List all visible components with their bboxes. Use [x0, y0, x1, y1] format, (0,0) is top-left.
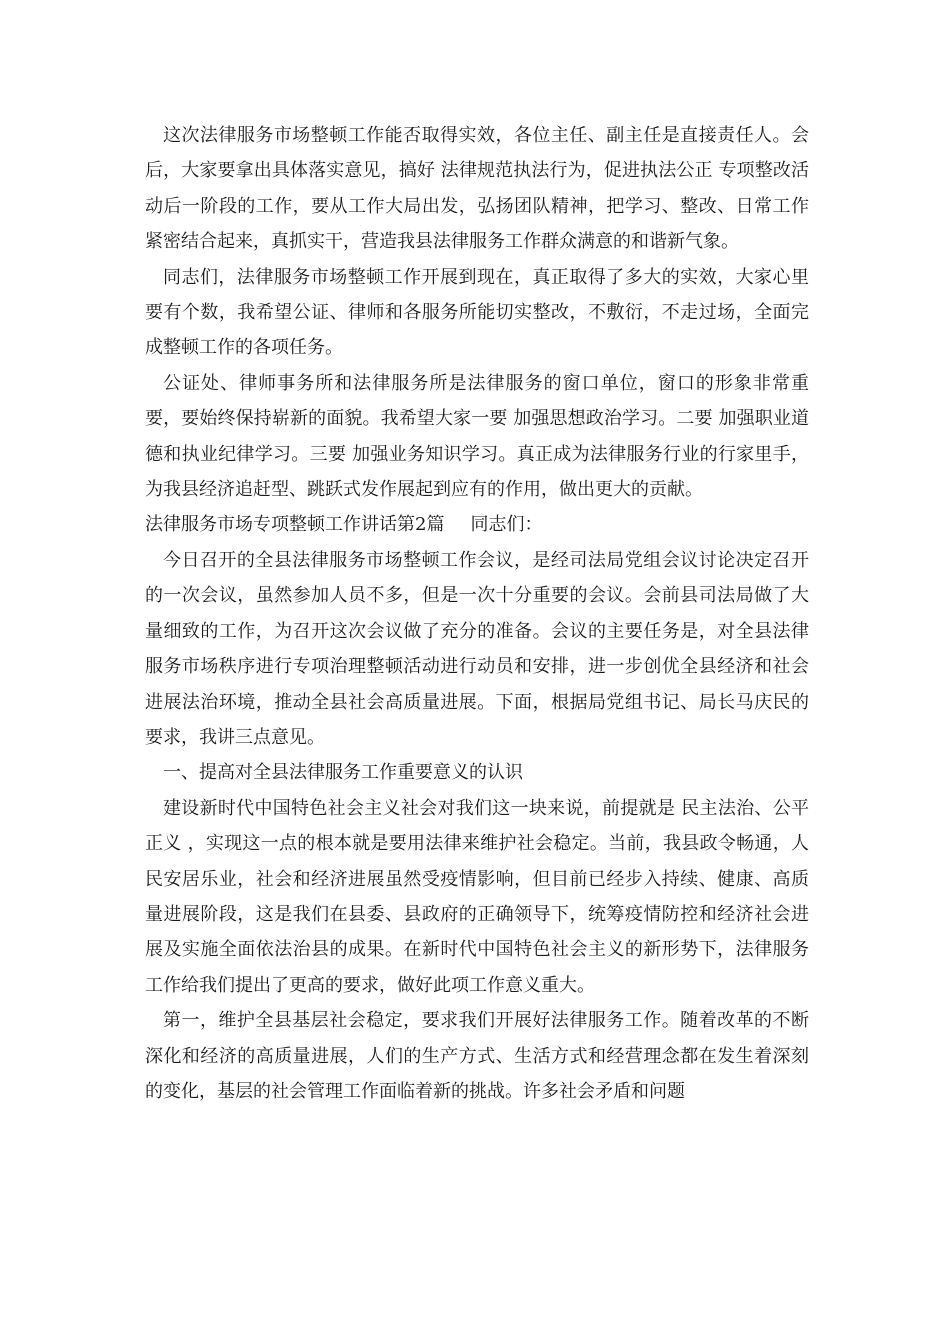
- paragraph: 公证处、律师事务所和法律服务所是法律服务的窗口单位，窗口的形象非常重要，要始终保持崭新的面貌。我希望大家一要 加强思想政治学习。二要 加强职业道德和执业纪律学习。三要 加强业务知识学习。真正成为法律服务行业的行家里手，为我县经济追赶型、跳跃式发作展起到应有的作用，做出更大的贡献。: [145, 372, 809, 501]
- section-salutation: 同志们：: [470, 514, 543, 536]
- section-title: 法律服务市场专项整顿工作讲话第2篇: [145, 514, 445, 536]
- document-body: [145, 118, 809, 1109]
- paragraph: 这次法律服务市场整顿工作能否取得实效，各位主任、副主任是直接责任人。会后，大家要拿出具体落实意见，搞好 法律规范执法行为，促进执法公正 专项整改活动后一阶段的工作，要从工作大局出发，弘扬团队精神，把学习、整改、日常工作紧密结合起来，真抓实干，营造我县法律服务工作群众满意的和谐新气象。: [145, 125, 809, 253]
- subsection-heading: 一、提高对全县法律服务工作重要意义的认识: [163, 762, 523, 784]
- section-heading: [145, 507, 809, 542]
- paragraph: 第一，维护全县基层社会稳定，要求我们开展好法律服务工作。随着改革的不断深化和经济的高质量进展，人们的生产方式、生活方式和经营理念都在发生着深刻的变化，基层的社会管理工作面临着新的挑战。许多社会矛盾和问题: [145, 1010, 809, 1102]
- paragraph: 同志们，法律服务市场整顿工作开展到现在，真正取得了多大的实效，大家心里要有个数，我希望公证、律师和各服务所能切实整改，不敷衍，不走过场，全面完成整顿工作的各项任务。: [145, 266, 809, 359]
- paragraph: 建设新时代中国特色社会主义社会对我们这一块来说，前提就是 民主法治、公平正义 ，实现这一点的根本就是要用法律来维护社会稳定。当前，我县政令畅通，人民安居乐业，社会和经济进展虽然受疫情影响，但目前已经步入持续、健康、高质量进展阶段，这是我们在县委、县政府的正确领导下，统筹疫情防控和经济社会进展及实施全面依法治县的成果。在新时代中国特色社会主义的新形势下，法律服务工作给我们提出了更高的要求，做好此项工作意义重大。: [145, 797, 809, 996]
- paragraph: 今日召开的全县法律服务市场整顿工作会议，是经司法局党组会议讨论决定召开的一次会议，虽然参加人员不多，但是一次十分重要的会议。会前县司法局做了大量细致的工作，为召开这次会议做了充分的准备。会议的主要任务是，对全县法律服务市场秩序进行专项治理整顿活动进行动员和安排，进一步创优全县经济和社会进展法治环境，推动全县社会高质量进展。下面，根据局党组书记、局长马庆民的要求，我讲三点意见。: [145, 549, 809, 748]
